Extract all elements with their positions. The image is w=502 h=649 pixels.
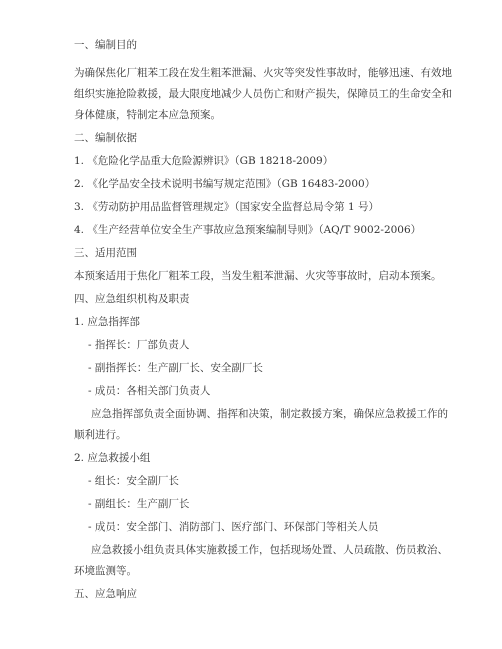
list-item: - 成员：各相关部门负责人 <box>88 385 211 397</box>
list-item: - 指挥长：厂部负责人 <box>88 339 190 351</box>
section-heading: 三、适用范围 <box>74 247 137 259</box>
subsection-heading: 1. 应急指挥部 <box>74 316 140 328</box>
list-item: - 成员：安全部门、消防部门、医疗部门、环保部门等相关人员 <box>88 521 379 533</box>
paragraph-line: 顺利进行。 <box>74 429 127 441</box>
section-heading: 二、编制依据 <box>74 132 137 144</box>
paragraph-line: 组织实施抢险救援，最大限度地减少人员伤亡和财产损失，保障员工的生命安全和 <box>74 88 452 100</box>
list-item: - 副指挥长：生产副厂长、安全副厂长 <box>88 362 263 374</box>
list-item: - 组长：安全副厂长 <box>88 475 179 487</box>
list-item: 4. 《生产经营单位安全生产事故应急预案编制导则》（AQ/T 9002-2006） <box>74 224 422 236</box>
paragraph-line: 环境监测等。 <box>74 565 137 577</box>
section-heading: 四、应急组织机构及职责 <box>74 293 190 305</box>
paragraph-line: 为确保焦化厂粗苯工段在发生粗苯泄漏、火灾等突发性事故时，能够迅速、有效地 <box>74 67 452 79</box>
paragraph-line: 本预案适用于焦化厂粗苯工段，当发生粗苯泄漏、火灾等事故时，启动本预案。 <box>74 270 442 282</box>
list-item: 1. 《危险化学品重大危险源辨识》（GB 18218-2009） <box>74 155 334 167</box>
list-item: 2. 《化学品安全技术说明书编写规定范围》（GB 16483-2000） <box>74 178 376 190</box>
list-item: - 副组长：生产副厂长 <box>88 498 190 510</box>
paragraph-line: 应急救援小组负责具体实施救援工作，包括现场处置、人员疏散、伤员救治、 <box>91 544 448 556</box>
section-heading: 五、应急响应 <box>74 588 137 600</box>
section-heading: 一、编制目的 <box>74 39 137 51</box>
paragraph-line: 身体健康，特制定本应急预案。 <box>74 109 221 121</box>
list-item: 3. 《劳动防护用品监督管理规定》（国家安全监督总局令第 1 号） <box>74 201 379 213</box>
paragraph-line: 应急指挥部负责全面协调、指挥和决策，制定救援方案，确保应急救援工作的 <box>91 408 448 420</box>
subsection-heading: 2. 应急救援小组 <box>74 452 151 464</box>
